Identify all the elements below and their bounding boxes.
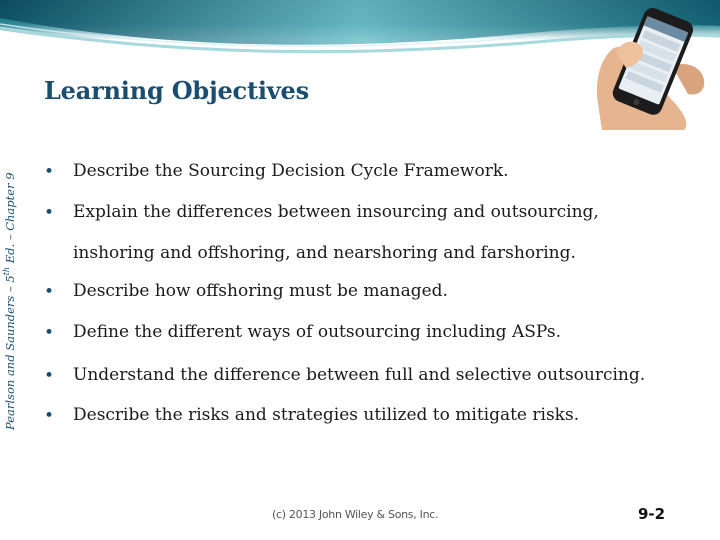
objective-text: Describe the Sourcing Decision Cycle Framework. (73, 161, 509, 181)
objective-text: Define the different ways of outsourcing including ASPs. (73, 322, 561, 342)
sidebar-suffix: Ed. – Chapter 9 (2, 172, 17, 267)
bullet-icon: • (44, 282, 55, 302)
bullet-icon: • (44, 162, 55, 182)
objective-text: Describe the risks and strategies utilized to mitigate risks. (73, 405, 580, 425)
bullet-icon: • (44, 406, 55, 426)
bullet-icon: • (44, 366, 55, 386)
smartphone-illustration (592, 8, 710, 130)
objective-text: Describe how offshoring must be managed. (73, 281, 448, 301)
bullet-icon: • (44, 323, 55, 343)
bullet-icon: • (44, 203, 55, 223)
objective-text: Explain the differences between insourcing and outsourcing, inshoring and offshoring, and nearshoring and farshoring. (73, 202, 599, 263)
slide-title: Learning Objectives (44, 76, 309, 105)
copyright-footer: (c) 2013 John Wiley & Sons, Inc. (272, 508, 439, 521)
page-number: 9-2 (638, 505, 666, 523)
sidebar-citation (2, 130, 20, 430)
sidebar-prefix: Pearlson and Saunders – 5 (2, 275, 17, 430)
sidebar-superscript: th (2, 266, 11, 276)
objective-text: Understand the difference between full and selective outsourcing. (73, 365, 646, 385)
